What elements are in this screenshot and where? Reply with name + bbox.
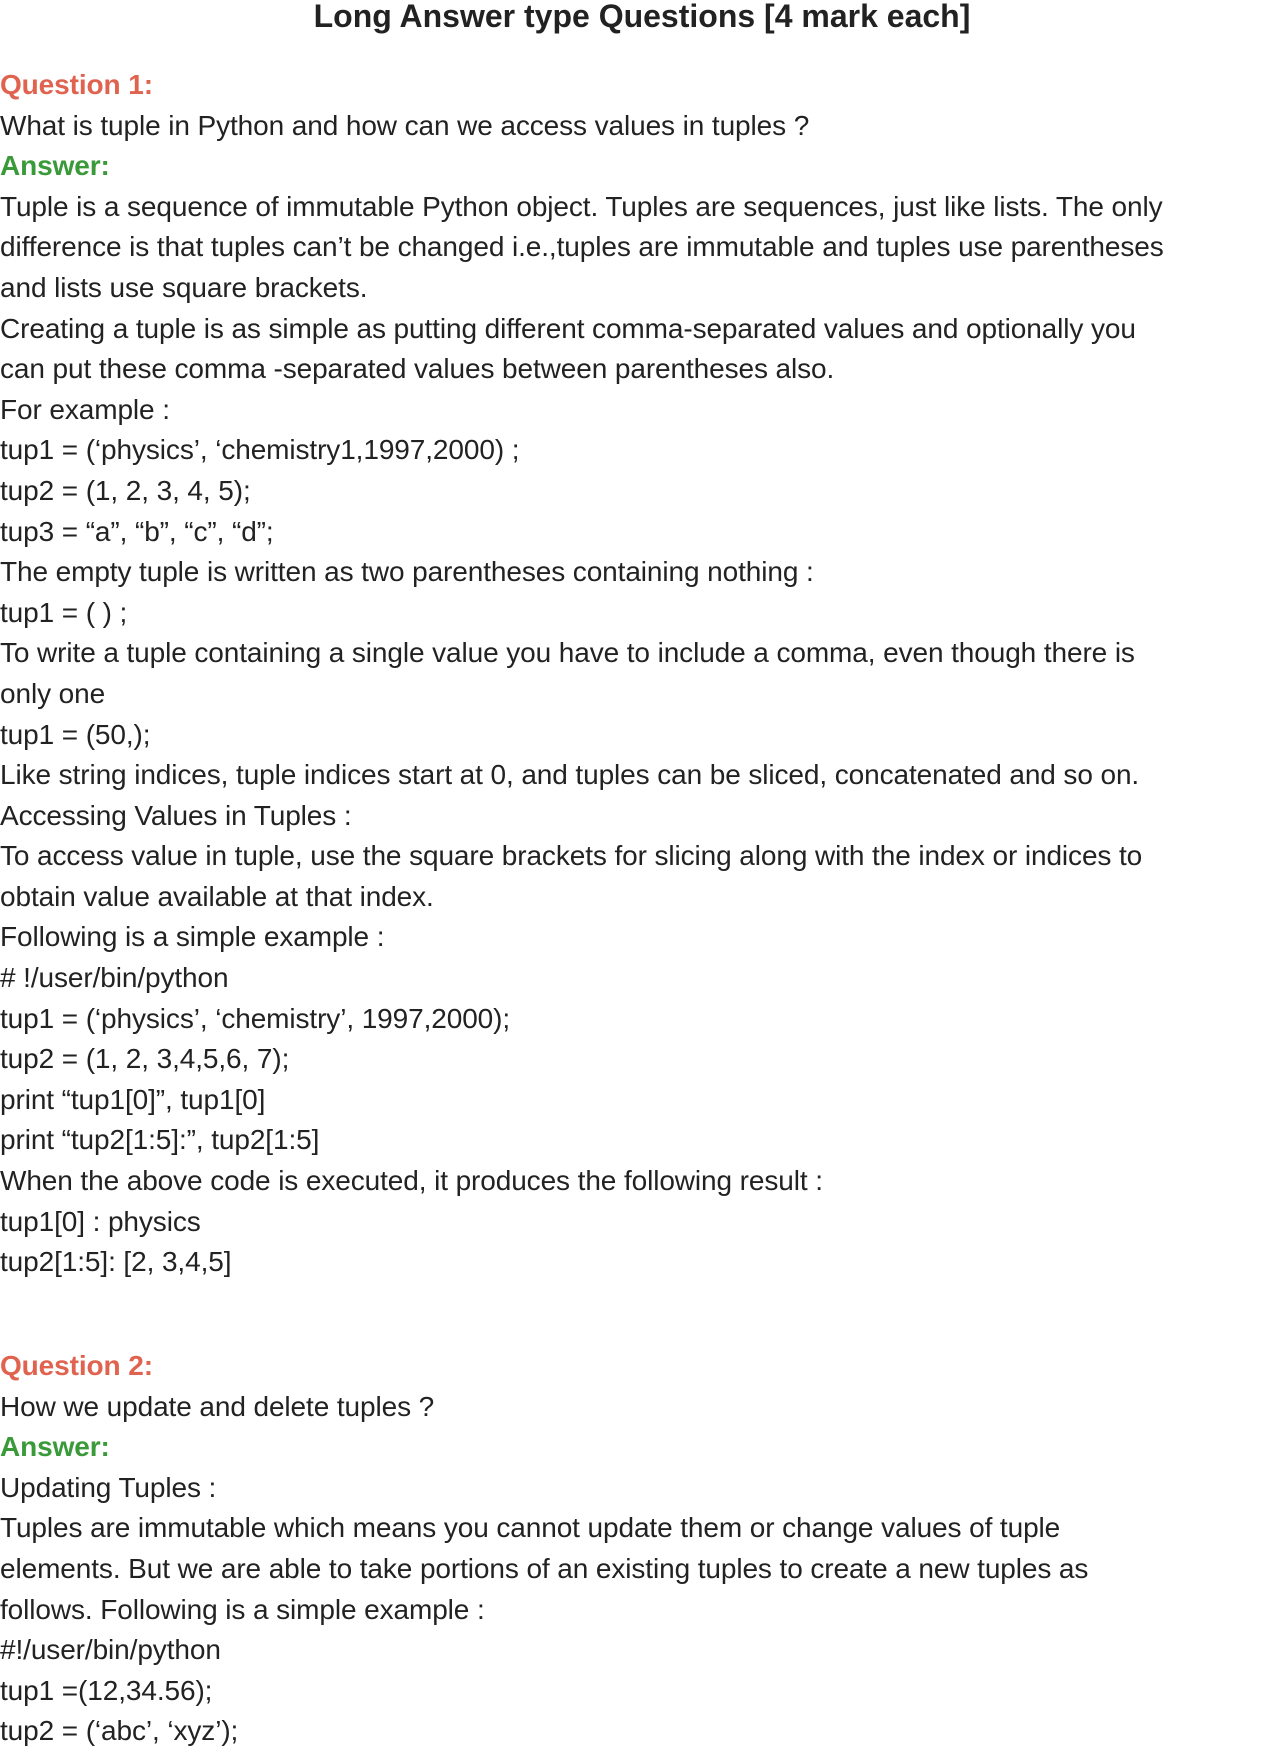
answer-2-line: tup2 = (‘abc’, ‘xyz’); (0, 1715, 239, 1747)
question-1-label: Question 1: (0, 69, 153, 100)
question-1-block (0, 65, 1284, 1283)
answer-1-line: tup3 = “a”, “b”, “c”, “d”; (0, 515, 274, 547)
answer-1-line: To access value in tuple, use the square brackets for slicing along with the index or indices to (0, 840, 1143, 872)
answer-1-line: # !/user/bin/python (0, 962, 229, 994)
answer-1-label: Answer: (0, 150, 110, 182)
answer-1-line: can put these comma -separated values between parentheses also. (0, 353, 835, 385)
answer-1-line: tup1 = (‘physics’, ‘chemistry’, 1997,2000); (0, 1002, 511, 1034)
answer-1-line: tup2[1:5]: [2, 3,4,5] (0, 1246, 232, 1278)
answer-1-line: Tuple is a sequence of immutable Python object. Tuples are sequences, just like lists. The only (0, 190, 1163, 222)
question-2-text: How we update and delete tuples ? (0, 1390, 435, 1422)
answer-2-line: follows. Following is a simple example : (0, 1593, 485, 1625)
answer-1-line: tup1 = (50,); (0, 718, 151, 750)
answer-2-body (0, 1468, 1284, 1751)
answer-2-line: elements. But we are able to take portions of an existing tuples to create a new tuples as (0, 1552, 1089, 1584)
answer-1-body (0, 187, 1284, 1283)
answer-1-line: difference is that tuples can’t be changed i.e.,tuples are immutable and tuples use parentheses (0, 231, 1164, 263)
answer-1-line: Following is a simple example : (0, 921, 385, 953)
answer-1-line: and lists use square brackets. (0, 271, 368, 303)
answer-1-line: Creating a tuple is as simple as putting different comma-separated values and optionally you (0, 312, 1136, 344)
answer-2-line: #!/user/bin/python (0, 1634, 221, 1666)
answer-1-line: For example : (0, 393, 170, 425)
answer-1-line: print “tup1[0]”, tup1[0] (0, 1083, 266, 1115)
question-1-text: What is tuple in Python and how can we access values in tuples ? (0, 109, 810, 141)
answer-1-line: Accessing Values in Tuples : (0, 799, 352, 831)
answer-1-line: only one (0, 677, 106, 709)
answer-2-label: Answer: (0, 1431, 110, 1463)
answer-2-line: tup1 =(12,34.56); (0, 1674, 213, 1706)
answer-1-line: tup2 = (1, 2, 3, 4, 5); (0, 474, 251, 506)
answer-1-line: tup1 = (‘physics’, ‘chemistry1,1997,2000) ; (0, 434, 520, 466)
answer-1-line: print “tup2[1:5]:”, tup2[1:5] (0, 1124, 320, 1156)
answer-1-line: To write a tuple containing a single value you have to include a comma, even though there is (0, 637, 1135, 669)
answer-1-line: obtain value available at that index. (0, 880, 434, 912)
answer-1-line: When the above code is executed, it produces the following result : (0, 1165, 823, 1197)
page-title: Long Answer type Questions [4 mark each] (313, 0, 971, 34)
answer-1-line: tup1 = ( ) ; (0, 596, 128, 628)
question-2-block (0, 1346, 1284, 1751)
question-2-label: Question 2: (0, 1350, 153, 1381)
answer-1-line: tup2 = (1, 2, 3,4,5,6, 7); (0, 1043, 290, 1075)
answer-2-line: Tuples are immutable which means you cannot update them or change values of tuple (0, 1512, 1061, 1544)
answer-1-line: The empty tuple is written as two parentheses containing nothing : (0, 556, 814, 588)
answer-2-line: Updating Tuples : (0, 1471, 217, 1503)
answer-1-line: tup1[0] : physics (0, 1205, 201, 1237)
answer-1-line: Like string indices, tuple indices start at 0, and tuples can be sliced, concatenated and so on. (0, 759, 1140, 791)
